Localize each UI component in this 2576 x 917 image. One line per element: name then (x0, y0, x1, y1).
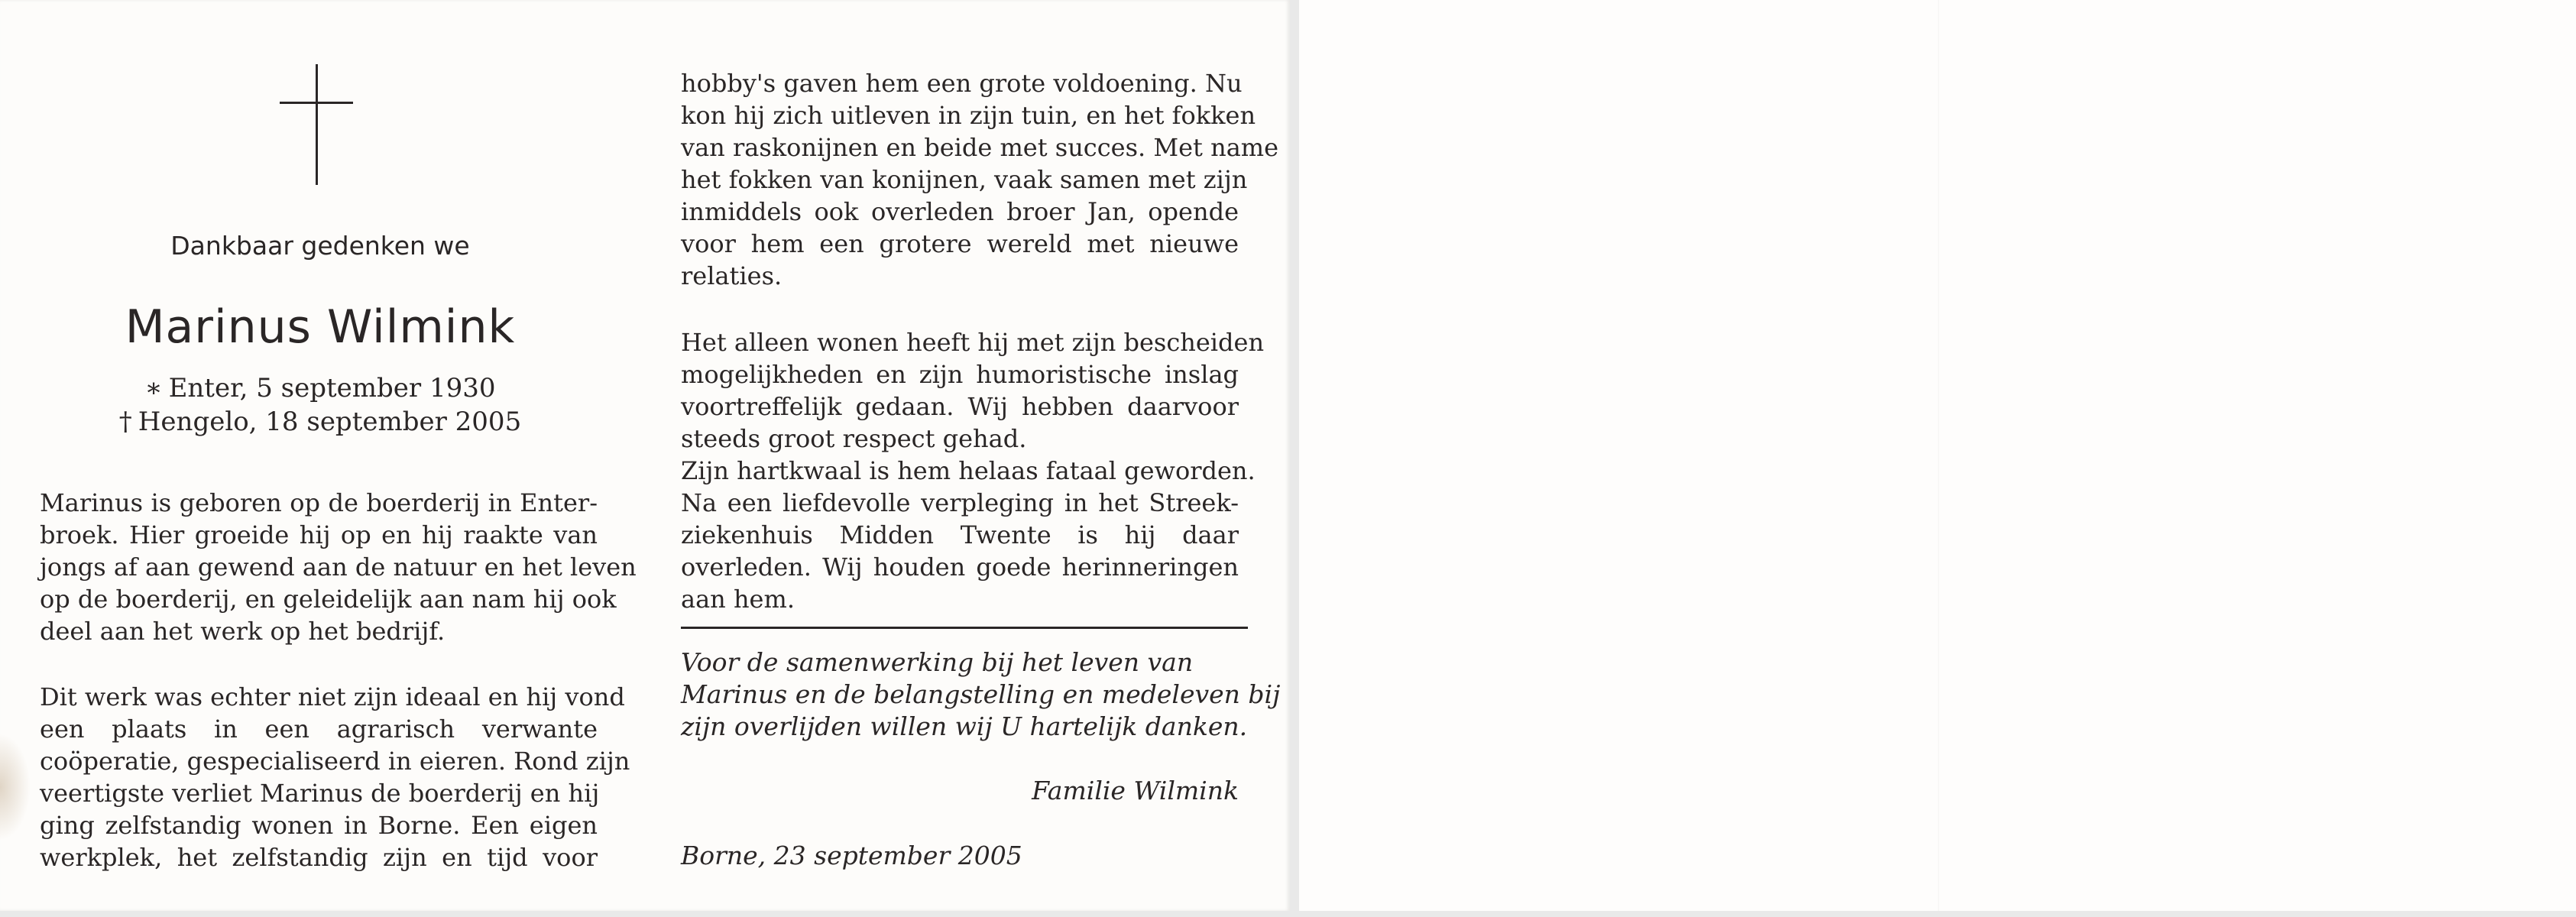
death-line (46, 407, 595, 437)
text-line: jongs af aan gewend aan de natuur en het leven (40, 552, 637, 582)
text-line: Voor de samenwerking bij het leven van (681, 647, 1194, 677)
card-inside-spread (0, 0, 1290, 911)
text-line: veertigste verliet Marinus de boerderij en hij (40, 779, 600, 808)
place-date: Borne, 23 september 2005 (681, 841, 1022, 870)
deceased-name: Marinus Wilmink (125, 300, 516, 354)
text-line: kon hij zich uitleven in zijn tuin, en het fokken (681, 101, 1256, 130)
text-line: inmiddels ook overleden broer Jan, opende (681, 197, 1239, 226)
text-line: broek. Hier groeide hij op en hij raakte van (40, 520, 598, 549)
text-line: een plaats in een agrarisch verwante (40, 714, 598, 744)
text-line: voor hem een grotere wereld met nieuwe (681, 229, 1239, 258)
text-line: mogelijkheden en zijn humoristische inslag (681, 360, 1239, 389)
text-line: werkplek, het zelfstandig zijn en tijd voor (40, 843, 598, 872)
birth-text: Enter, 5 september 1930 (168, 373, 496, 403)
text-line: steeds groot respect gehad. (681, 424, 1027, 453)
birth-star-icon: ∗ (144, 373, 163, 403)
text-line: Dit werk was echter niet zijn ideaal en hij vond (40, 682, 625, 711)
biography-paragraph-2 (40, 681, 630, 873)
text-line: aan hem. (681, 585, 795, 614)
text-line: het fokken van konijnen, vaak samen met zijn (681, 165, 1248, 194)
paper-stain (0, 734, 31, 841)
death-text: Hengelo, 18 september 2005 (138, 407, 522, 437)
text-line: Marinus is geboren op de boerderij in Enter- (40, 488, 598, 517)
text-line: coöperatie, gespecialiseerd in eieren. Rond zijn (40, 747, 630, 776)
card-outside-spread (1299, 0, 2576, 911)
text-line: overleden. Wij houden goede herinneringen (681, 552, 1239, 582)
biography-paragraph-3 (681, 67, 1279, 292)
text-line: ging zelfstandig wonen in Borne. Een eigen (40, 811, 598, 840)
text-line: Marinus en de belangstelling en medeleven bij (681, 679, 1281, 709)
thanks-text (681, 646, 1281, 743)
text-line: op de boerderij, en geleidelijk aan nam hij ook (40, 585, 617, 614)
death-cross-icon: † (118, 407, 132, 437)
biography-paragraph-1 (40, 487, 637, 647)
divider-rule (681, 627, 1248, 629)
fold-line (1938, 0, 1939, 911)
text-line: relaties. (681, 261, 783, 290)
text-line: Na een liefdevolle verpleging in het Streek- (681, 488, 1239, 517)
birth-line (46, 373, 595, 403)
text-line: hobby's gaven hem een grote voldoening. Nu (681, 69, 1243, 98)
text-line: ziekenhuis Midden Twente is hij daar (681, 520, 1239, 549)
text-line: deel aan het werk op het bedrijf. (40, 617, 446, 646)
text-line: zijn overlijden willen wij U hartelijk danken. (681, 711, 1248, 741)
text-line: Zijn hartkwaal is hem helaas fataal geworden. (681, 456, 1256, 485)
biography-paragraph-4 (681, 326, 1265, 615)
intro-text: Dankbaar gedenken we (170, 231, 470, 261)
text-line: Het alleen wonen heeft hij met zijn bescheiden (681, 328, 1265, 357)
text-line: van raskonijnen en beide met succes. Met name (681, 133, 1279, 162)
text-line: voortreffelijk gedaan. Wij hebben daarvoor (681, 392, 1239, 421)
family-signature: Familie Wilmink (1032, 776, 1239, 805)
